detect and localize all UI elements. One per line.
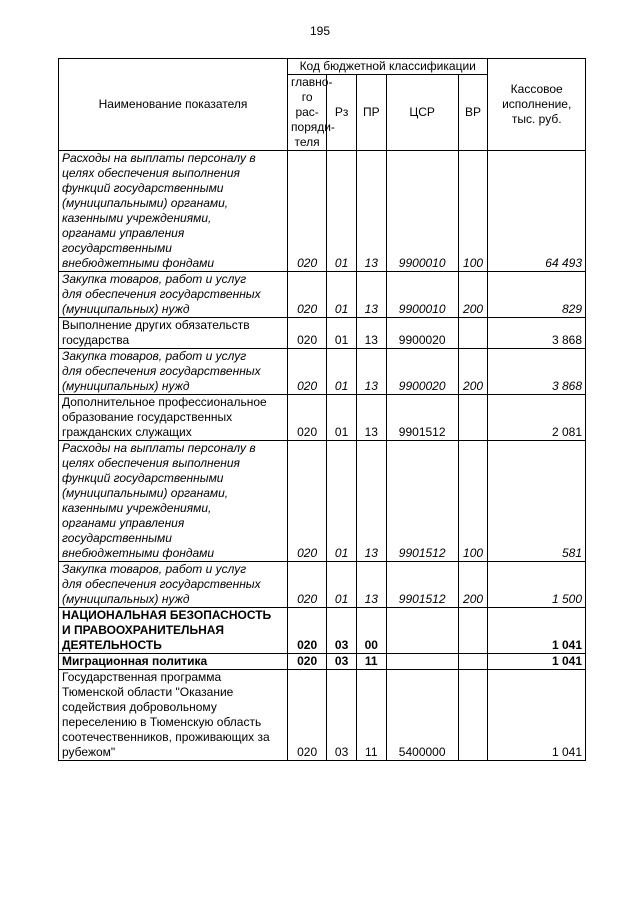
table-row	[59, 608, 586, 654]
row-csr: 9901512	[386, 441, 458, 562]
row-pr: 13	[356, 395, 386, 441]
row-gr: 020	[288, 441, 327, 562]
row-rz: 01	[327, 272, 357, 318]
row-sum: 829	[488, 272, 586, 318]
header-pr: ПР	[356, 75, 386, 151]
row-vr: 100	[458, 151, 488, 272]
table-row	[59, 318, 586, 349]
row-name: Дополнительное профессиональное образование государственных гражданских служащих	[59, 395, 288, 441]
row-vr: 200	[458, 272, 488, 318]
row-pr: 11	[356, 654, 386, 670]
row-gr: 020	[288, 670, 327, 761]
row-name: НАЦИОНАЛЬНАЯ БЕЗОПАСНОСТЬ И ПРАВООХРАНИТЕЛЬНАЯ ДЕЯТЕЛЬНОСТЬ	[59, 608, 288, 654]
table-row	[59, 272, 586, 318]
row-sum: 1 041	[488, 654, 586, 670]
row-name: Миграционная политика	[59, 654, 288, 670]
row-gr: 020	[288, 395, 327, 441]
row-pr: 13	[356, 318, 386, 349]
row-rz: 03	[327, 670, 357, 761]
row-name: Закупка товаров, работ и услуг для обеспечения государственных (муниципальных) нужд	[59, 349, 288, 395]
row-csr: 5400000	[386, 670, 458, 761]
row-rz: 01	[327, 318, 357, 349]
row-pr: 13	[356, 151, 386, 272]
row-csr	[386, 608, 458, 654]
row-gr: 020	[288, 318, 327, 349]
row-vr	[458, 395, 488, 441]
row-sum: 3 868	[488, 318, 586, 349]
header-vr: ВР	[458, 75, 488, 151]
row-gr: 020	[288, 608, 327, 654]
row-csr: 9901512	[386, 562, 458, 608]
row-pr: 13	[356, 349, 386, 395]
row-vr: 100	[458, 441, 488, 562]
row-csr: 9900020	[386, 349, 458, 395]
row-rz: 01	[327, 151, 357, 272]
row-csr: 9900020	[386, 318, 458, 349]
page-number: 195	[309, 24, 331, 38]
budget-execution-table	[58, 58, 586, 761]
row-rz: 01	[327, 562, 357, 608]
row-name: Расходы на выплаты персоналу в целях обеспечения выполнения функций государственными (муниципальными) органами, казенными учреждениями, органами управления государственными внебюджетными фондами	[59, 151, 288, 272]
row-vr: 200	[458, 349, 488, 395]
row-name: Закупка товаров, работ и услуг для обеспечения государственных (муниципальных) нужд	[59, 562, 288, 608]
row-name: Закупка товаров, работ и услуг для обеспечения государственных (муниципальных) нужд	[59, 272, 288, 318]
table-row	[59, 151, 586, 272]
row-gr: 020	[288, 151, 327, 272]
row-vr	[458, 608, 488, 654]
table-row	[59, 349, 586, 395]
header-budget-code-group: Код бюджетной классификации	[288, 59, 488, 75]
row-sum: 1 041	[488, 608, 586, 654]
row-csr	[386, 654, 458, 670]
row-pr: 11	[356, 670, 386, 761]
table-row	[59, 654, 586, 670]
row-gr: 020	[288, 272, 327, 318]
row-sum: 3 868	[488, 349, 586, 395]
row-gr: 020	[288, 349, 327, 395]
row-sum: 2 081	[488, 395, 586, 441]
row-name: Расходы на выплаты персоналу в целях обеспечения выполнения функций государственными (муниципальными) органами, казенными учреждениями, органами управления государственными внебюджетными фондами	[59, 441, 288, 562]
row-rz: 03	[327, 608, 357, 654]
header-cash-execution: Кассовое исполнение, тыс. руб.	[488, 59, 586, 151]
row-gr: 020	[288, 562, 327, 608]
row-vr	[458, 654, 488, 670]
row-gr: 020	[288, 654, 327, 670]
table-row	[59, 441, 586, 562]
row-vr	[458, 670, 488, 761]
row-sum: 581	[488, 441, 586, 562]
row-name: Выполнение других обязательств государства	[59, 318, 288, 349]
header-rz: Рз	[327, 75, 357, 151]
row-pr: 13	[356, 272, 386, 318]
table-row	[59, 670, 586, 761]
row-vr: 200	[458, 562, 488, 608]
row-sum: 1 041	[488, 670, 586, 761]
row-pr: 13	[356, 562, 386, 608]
row-sum: 64 493	[488, 151, 586, 272]
row-rz: 01	[327, 395, 357, 441]
row-csr: 9901512	[386, 395, 458, 441]
row-rz: 01	[327, 349, 357, 395]
row-pr: 13	[356, 441, 386, 562]
row-csr: 9900010	[386, 151, 458, 272]
row-rz: 01	[327, 441, 357, 562]
row-name: Государственная программа Тюменской области "Оказание содействия добровольному переселению в Тюменскую область соотечественников, проживающих за рубежом"	[59, 670, 288, 761]
row-rz: 03	[327, 654, 357, 670]
row-csr: 9900010	[386, 272, 458, 318]
header-csr: ЦСР	[386, 75, 458, 151]
table-row	[59, 395, 586, 441]
row-sum: 1 500	[488, 562, 586, 608]
header-name: Наименование показателя	[59, 59, 288, 151]
row-vr	[458, 318, 488, 349]
row-pr: 00	[356, 608, 386, 654]
header-chief-manager: главно- го рас- поряди- теля	[288, 75, 327, 151]
table-row	[59, 562, 586, 608]
